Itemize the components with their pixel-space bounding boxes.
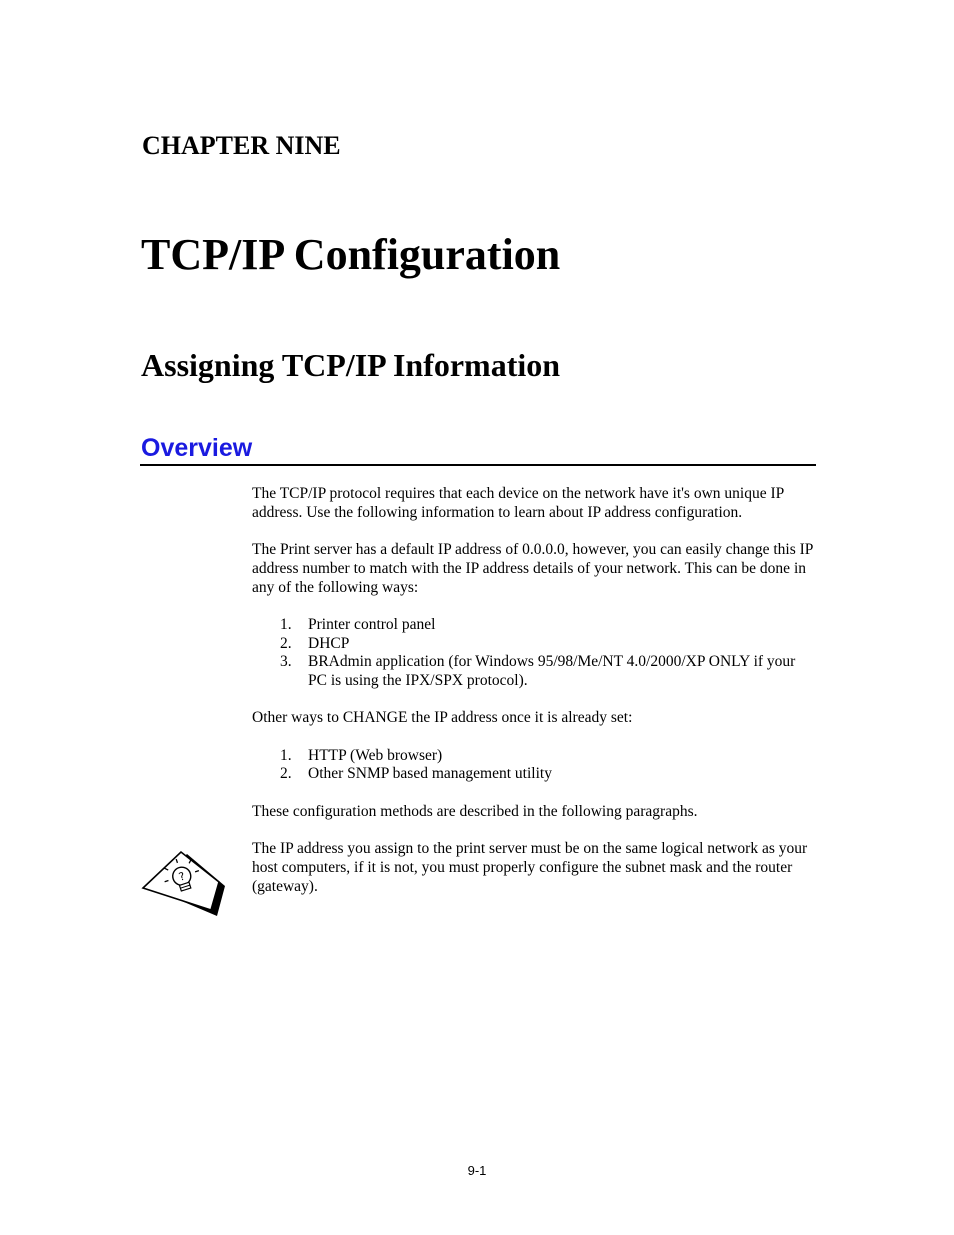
subsection-header (140, 432, 816, 466)
list-initial-methods (252, 616, 818, 691)
subsection-title: Overview (141, 434, 253, 462)
list-change-methods (252, 747, 818, 784)
lightbulb-tip-icon (141, 846, 227, 918)
section-title: Assigning TCP/IP Information (141, 347, 561, 383)
list-item: DHCP (308, 634, 350, 652)
paragraph-described: These configuration methods are described in the following paragraphs. (252, 802, 698, 820)
page-number: 9-1 (467, 1163, 487, 1178)
chapter-label: CHAPTER NINE (142, 131, 341, 160)
list-item: Other SNMP based management utility (308, 765, 552, 783)
paragraph-change-ways: Other ways to CHANGE the IP address once it is already set: (252, 709, 633, 727)
list-item: Printer control panel (308, 615, 436, 633)
list-item: HTTP (Web browser) (308, 746, 443, 764)
tip-text: The IP address you assign to the print server must be on the same logical network as your host computers, if it is not, you must properly configure the subnet mask and the router (gateway). (252, 840, 808, 895)
paragraph-intro: The TCP/IP protocol requires that each device on the network have it's own unique IP address. Use the following information to learn about IP address configuration. (252, 485, 784, 521)
body-content (252, 485, 818, 915)
paragraph-default-ip: The Print server has a default IP address of 0.0.0.0, however, you can easily change this IP address number to match with the IP address details of your network. This can be done in any of the following ways: (252, 541, 813, 596)
svg-text:?: ? (177, 869, 187, 884)
chapter-title: TCP/IP Configuration (141, 230, 561, 279)
list-item: BRAdmin application (for Windows 95/98/Me/NT 4.0/2000/XP ONLY if your PC is using the IPX/SPX protocol). (308, 653, 796, 689)
